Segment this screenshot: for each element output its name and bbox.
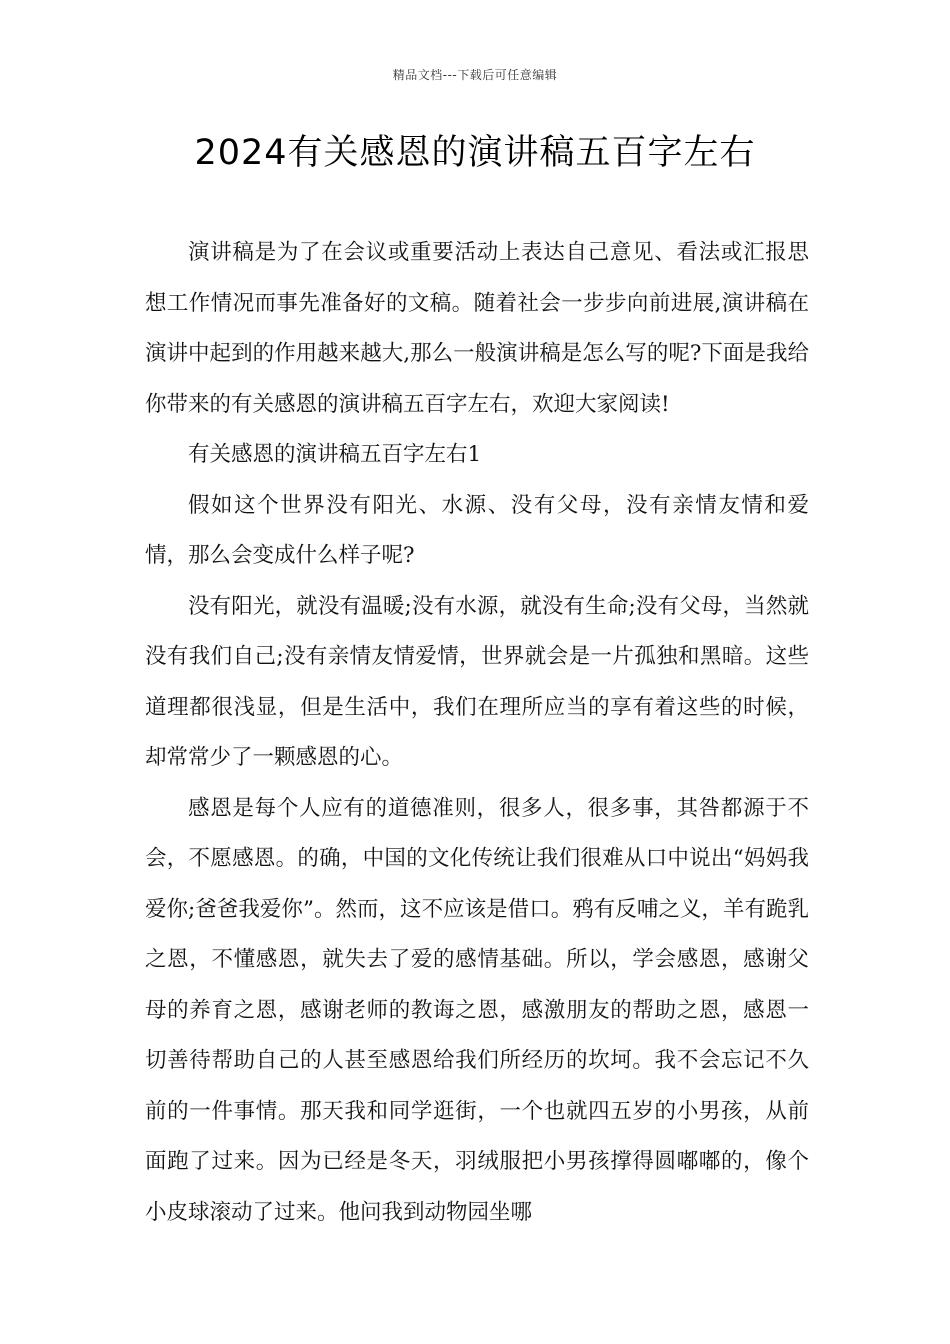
document-body: [145, 228, 809, 1238]
paragraph: 没有阳光，就没有温暖;没有水源，就没有生命;没有父母，当然就没有我们自己;没有亲情友情爱情，世界就会是一片孤独和黑暗。这些道理都很浅显，但是生活中，我们在理所应当的享有着这些的时候，却常常少了一颗感恩的心。: [145, 593, 809, 770]
paragraph: 假如这个世界没有阳光、水源、没有父母，没有亲情友情和爱情，那么会变成什么样子呢?: [145, 492, 809, 568]
paragraph-intro: 演讲稿是为了在会议或重要活动上表达自己意见、看法或汇报思想工作情况而事先准备好的文稿。随着社会一步步向前进展,演讲稿在演讲中起到的作用越来越大,那么一般演讲稿是怎么写的呢?下面是我给你带来的有关感恩的演讲稿五百字左右，欢迎大家阅读!: [145, 240, 809, 417]
document-title: 2024有关感恩的演讲稿五百字左右: [194, 133, 756, 173]
section-heading: 有关感恩的演讲稿五百字左右1: [188, 442, 482, 467]
paragraph: 感恩是每个人应有的道德准则，很多人，很多事，其咎都源于不会，不愿感恩。的确，中国的文化传统让我们很难从口中说出“妈妈我爱你;爸爸我爱你”。然而，这不应该是借口。鸦有反哺之义，羊有跪乳之恩，不懂感恩，就失去了爱的感情基础。所以，学会感恩，感谢父母的养育之恩，感谢老师的教诲之恩，感激朋友的帮助之恩，感恩一切善待帮助自己的人甚至感恩给我们所经历的坎坷。我不会忘记不久前的一件事情。那天我和同学逛街，一个也就四五岁的小男孩，从前面跑了过来。因为已经是冬天，羽绒服把小男孩撑得圆嘟嘟的，像个小皮球滚动了过来。他问我到动物园坐哪: [145, 795, 809, 1225]
header-note: 精品文档---下载后可任意编辑: [392, 68, 558, 82]
